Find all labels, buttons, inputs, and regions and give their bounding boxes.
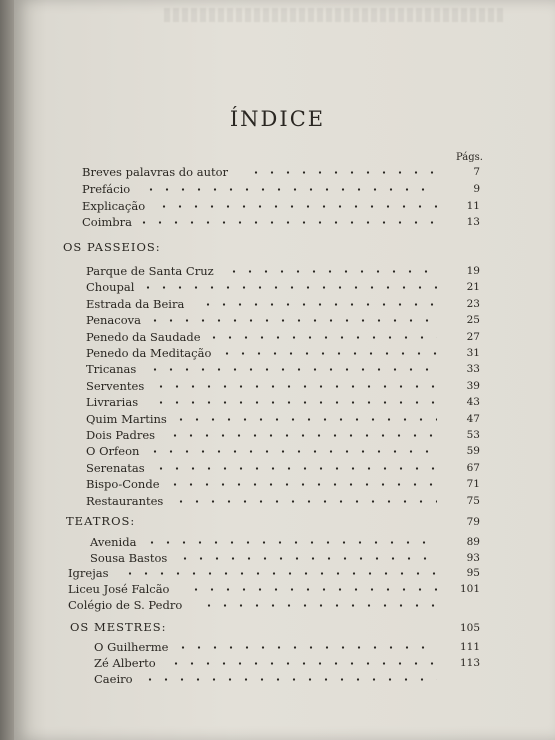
dot-leader [173, 500, 437, 503]
dot-leader [140, 286, 437, 289]
page-number: 25 [466, 314, 480, 327]
toc-entry [0, 361, 555, 377]
entry-title: Zé Alberto [94, 656, 156, 670]
dot-leader [201, 604, 437, 607]
dot-leader [206, 336, 437, 339]
entry-title: Caeiro [94, 672, 133, 686]
pages-column-label: Págs. [456, 152, 483, 163]
toc-entry [0, 411, 555, 427]
entry-title: Restaurantes [86, 493, 164, 508]
entry-title: Breves palavras do autor [82, 165, 229, 179]
dot-leader [188, 588, 437, 591]
toc-entry [0, 214, 555, 230]
dot-leader [144, 541, 437, 544]
toc-entry [0, 443, 555, 459]
page-number: 101 [459, 583, 480, 595]
page-number: 71 [466, 478, 480, 491]
dot-leader [136, 221, 437, 224]
toc-entry [0, 329, 555, 345]
toc-entry [0, 476, 555, 492]
entry-title: Coimbra [82, 215, 133, 229]
dot-leader [156, 205, 437, 208]
entry-title: Liceu José Falcão [68, 582, 170, 596]
toc-entry [0, 671, 555, 687]
toc-entry [0, 263, 555, 279]
toc-entry [0, 597, 555, 613]
toc-entry [0, 394, 555, 410]
dot-leader [168, 662, 437, 665]
page-number: 23 [466, 297, 480, 310]
page-number: 47 [466, 412, 480, 425]
entry-title: Parque de Santa Cruz [86, 264, 214, 278]
dot-leader [167, 434, 437, 437]
page-number: 111 [459, 641, 480, 653]
page-number: 39 [466, 379, 480, 392]
page-number: 89 [466, 536, 480, 548]
toc-entry [0, 655, 555, 671]
toc-entry [0, 198, 555, 214]
toc-entry [0, 296, 555, 312]
page-number: 59 [466, 445, 480, 458]
dot-leader [173, 418, 437, 421]
dot-leader [200, 303, 437, 306]
dot-leader [167, 483, 437, 486]
section-page-row [0, 620, 555, 636]
dot-leader [175, 646, 437, 649]
toc-entry [0, 581, 555, 597]
page-number: 105 [459, 622, 480, 634]
toc-entry [0, 550, 555, 566]
page-number: 95 [466, 567, 480, 579]
entry-title: Serventes [86, 378, 145, 393]
page-number: 75 [466, 494, 480, 507]
toc-entry [0, 427, 555, 443]
page-number: 43 [466, 396, 480, 409]
toc-entry [0, 345, 555, 361]
toc-entry [0, 493, 555, 509]
entry-title: Prefácio [82, 182, 131, 196]
entry-title: Penacova [86, 313, 142, 328]
page-number: 9 [473, 183, 480, 195]
entry-title: Igrejas [68, 566, 109, 580]
entry-title: Serenatas [86, 460, 145, 475]
dot-leader [143, 188, 437, 191]
entry-title: Estrada da Beira [86, 296, 185, 311]
dot-leader [153, 467, 437, 470]
page-number: 33 [466, 363, 480, 376]
dot-leader [219, 352, 437, 355]
section-heading: OS PASSEIOS: [63, 240, 161, 254]
toc-entry [0, 312, 555, 328]
section-page-row [0, 514, 555, 530]
page-number: 79 [466, 516, 480, 528]
toc-entry [0, 279, 555, 295]
entry-title: Penedo da Meditação [86, 346, 212, 360]
page-number: 113 [459, 657, 480, 669]
dot-leader [147, 319, 437, 322]
entry-title: O Orfeon [86, 444, 140, 459]
entry-title: Dois Padres [86, 428, 156, 442]
page-number: 31 [466, 347, 480, 359]
toc-entry [0, 639, 555, 655]
entry-title: Livrarias [86, 395, 139, 410]
page-number: 93 [466, 552, 480, 564]
page-number: 7 [473, 166, 480, 178]
entry-title: Explicação [82, 199, 146, 213]
dot-leader [122, 572, 437, 575]
dot-leader [248, 171, 437, 174]
dot-leader [142, 678, 437, 681]
toc-entry [0, 181, 555, 197]
entry-title: Bispo-Conde [86, 477, 160, 492]
section-heading: OS MESTRES: [70, 620, 167, 634]
dot-leader [147, 368, 437, 371]
section-heading: TEATROS: [66, 514, 136, 528]
page-number: 27 [466, 330, 480, 343]
dot-leader [153, 401, 437, 404]
entry-title: Quim Martins [86, 411, 167, 426]
page-number: 21 [466, 281, 480, 294]
entry-title: Avenida [90, 535, 137, 549]
entry-title: Choupal [86, 280, 135, 295]
toc-entry [0, 534, 555, 550]
toc-entry [0, 460, 555, 476]
entry-title: Tricanas [86, 362, 137, 377]
toc-entry [0, 378, 555, 394]
toc-entry [0, 565, 555, 581]
dot-leader [147, 450, 437, 453]
entry-title: Penedo da Saudade [86, 329, 201, 344]
page-number: 53 [466, 429, 480, 441]
show-through-text [164, 8, 504, 22]
page-number: 11 [466, 200, 480, 212]
page-number: 13 [466, 216, 480, 228]
toc-entry [0, 164, 555, 180]
dot-leader [153, 385, 437, 388]
dot-leader [177, 557, 437, 560]
dot-leader [226, 270, 437, 273]
entry-title: Colégio de S. Pedro [68, 598, 183, 612]
page-number: 19 [466, 265, 480, 277]
index-title: ÍNDICE [229, 107, 326, 131]
page-number: 67 [466, 461, 480, 474]
entry-title: Sousa Bastos [90, 551, 168, 565]
entry-title: O Guilherme [94, 640, 169, 654]
